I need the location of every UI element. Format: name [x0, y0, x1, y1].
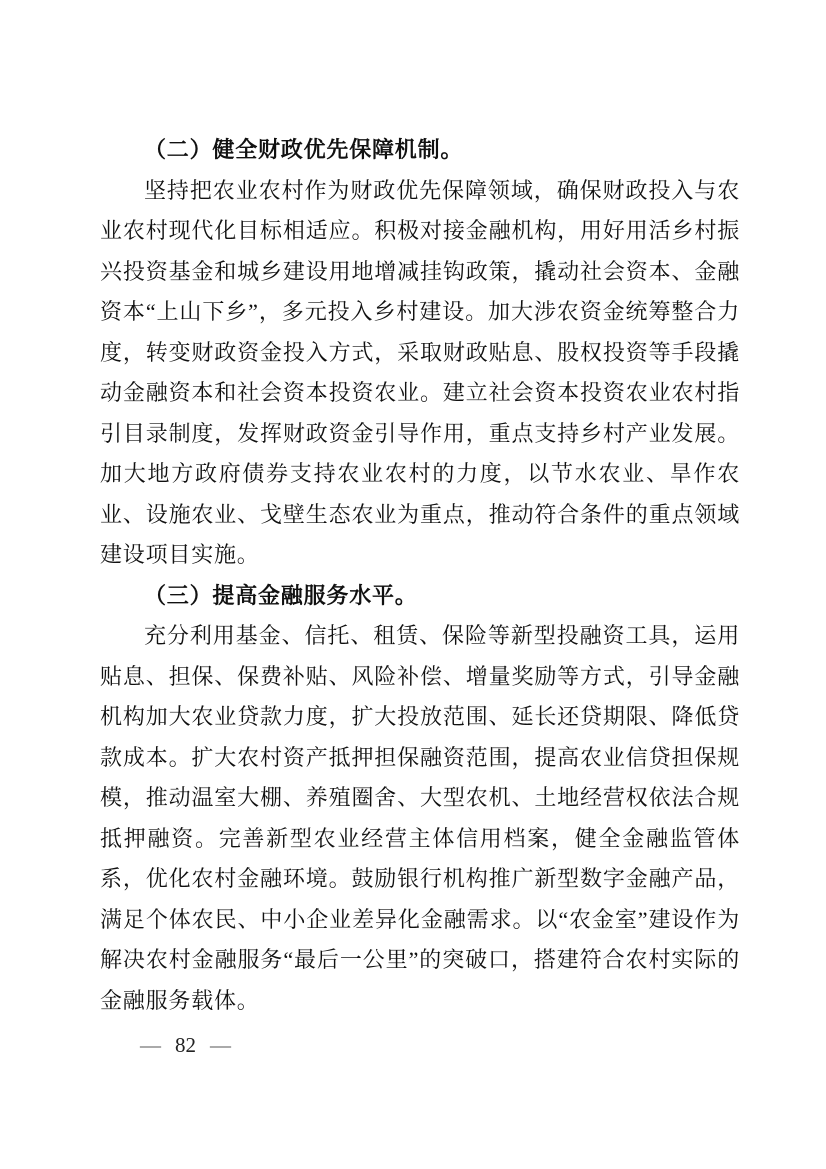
document-content [100, 130, 740, 1021]
page-number: 82 [175, 1033, 196, 1057]
footer-dash-right: — [210, 1033, 231, 1057]
footer-dash-left: — [140, 1033, 161, 1057]
page-footer [126, 1030, 245, 1060]
heading-section-3: （三）提高金融服务水平。 [144, 582, 418, 608]
paragraph-section-2: 坚持把农业农村作为财政优先保障领域，确保财政投入与农业农村现代化目标相适应。积极对接金融机构，用好用活乡村振兴投资基金和城乡建设用地增减挂钩政策，撬动社会资本、金融资本“上山下乡”，多元投入乡村建设。加大涉农资金统筹整合力度，转变财政资金投入方式，采取财政贴息、股权投资等手段撬动金融资本和社会资本投资农业。建立社会资本投资农业农村指引目录制度，发挥财政资金引导作用，重点支持乡村产业发展。加大地方政府债券支持农业农村的力度，以节水农业、旱作农业、设施农业、戈壁生态农业为重点，推动符合条件的重点领域建设项目实施。 [100, 177, 740, 567]
paragraph-section-3: 充分利用基金、信托、租赁、保险等新型投融资工具，运用贴息、担保、保费补贴、风险补偿、增量奖励等方式，引导金融机构加大农业贷款力度，扩大投放范围、延长还贷期限、降低贷款成本。扩大农村资产抵押担保融资范围，提高农业信贷担保规模，推动温室大棚、养殖圈舍、大型农机、土地经营权依法合规抵押融资。完善新型农业经营主体信用档案，健全金融监管体系，优化农村金融环境。鼓励银行机构推广新型数字金融产品，满足个体农民、中小企业差异化金融需求。以“农金室”建设作为解决农村金融服务“最后一公里”的突破口，搭建符合农村实际的金融服务载体。 [100, 623, 740, 1013]
heading-section-2: （二）健全财政优先保障机制。 [144, 137, 464, 162]
